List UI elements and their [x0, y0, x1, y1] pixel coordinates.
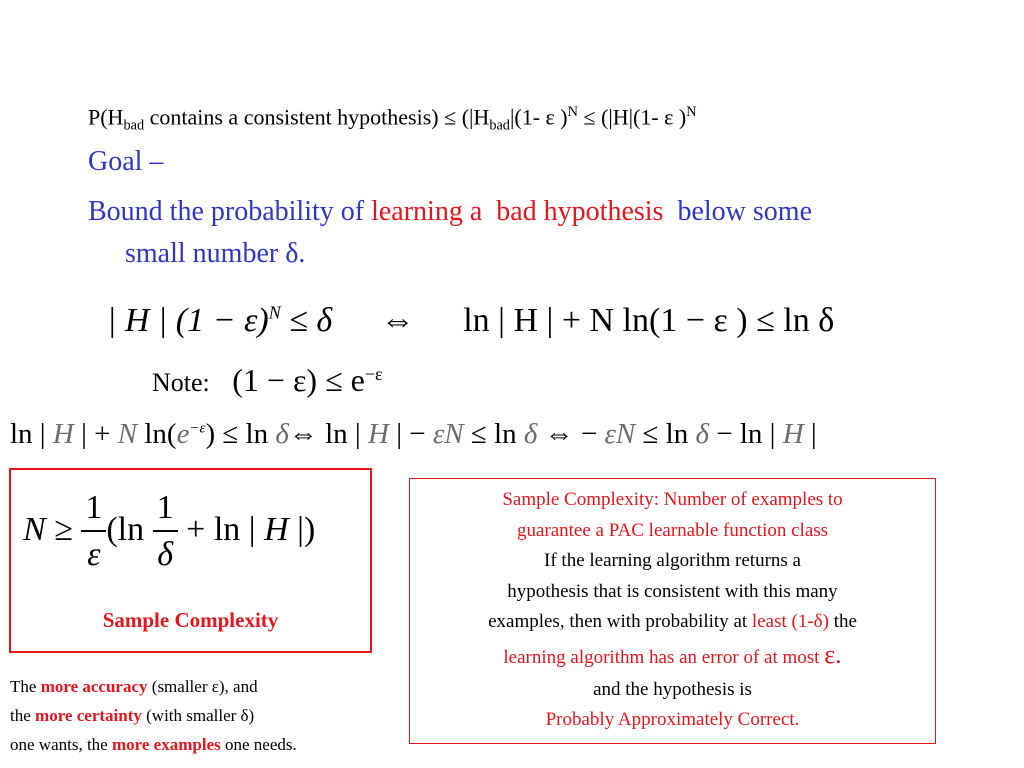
iff-symbol: ⇔ — [380, 302, 415, 339]
equation-sample-bound: | H | $(1 - \varepsilon)^N \le \delta$ ⇔ ln | H | + N ln(1 − ε ) ≤ ln δ — [107, 302, 835, 339]
iff-symbol: ⇔ — [288, 418, 318, 450]
bottom-note: The more accuracy (smaller ε), and the more certainty (with smaller δ) one wants, the more examples one needs. — [10, 677, 297, 754]
note-inequality: Note: $(1 - \varepsilon) \le e^{-\varepsilon}$ — [152, 362, 383, 398]
sample-complexity-formula-box — [9, 468, 372, 653]
goal-heading: Goal – — [88, 146, 164, 177]
bound-statement-line2: small number δ. — [125, 238, 306, 269]
sample-complexity-caption: Sample Complexity — [102, 608, 279, 632]
fraction-one-over-epsilon: $\frac{1}{\varepsilon}$ — [81, 486, 106, 578]
fraction-one-over-delta: $\frac{1}{\delta}$ — [153, 486, 178, 578]
equation-derivation: ln | H | + N $\ln(e^{-\varepsilon}) \le \ln$ δ⇔ ln | H | − εN ≤ ln δ ⇔ − εN ≤ ln δ − ln | H | — [10, 418, 817, 450]
bound-statement-line1: Bound the probability of learning a bad hypothesis below some — [88, 196, 812, 227]
sample-complexity-formula: N ≥ $\frac{1}{\varepsilon}$ (ln $\frac{1}{\delta}$ + ln | H |) — [23, 486, 315, 578]
probability-statement: $P(H_{bad}$ contains a consistent hypothesis) ≤ ($|H_{bad}|(1-$ ε )$^N$ ≤ (|H|(1- ε )$^N$ — [88, 104, 697, 134]
sample-complexity-info-box: Sample Complexity: Number of examples to guarantee a PAC learnable function class If the learning algorithm returns a hypothesis that is consistent with this many examples, then with probability at least (1-δ) the learning algorithm has an error of at most ε. and the hypothesis is Probably Approximately Correct. — [409, 478, 936, 744]
iff-symbol: ⇔ — [544, 418, 574, 450]
